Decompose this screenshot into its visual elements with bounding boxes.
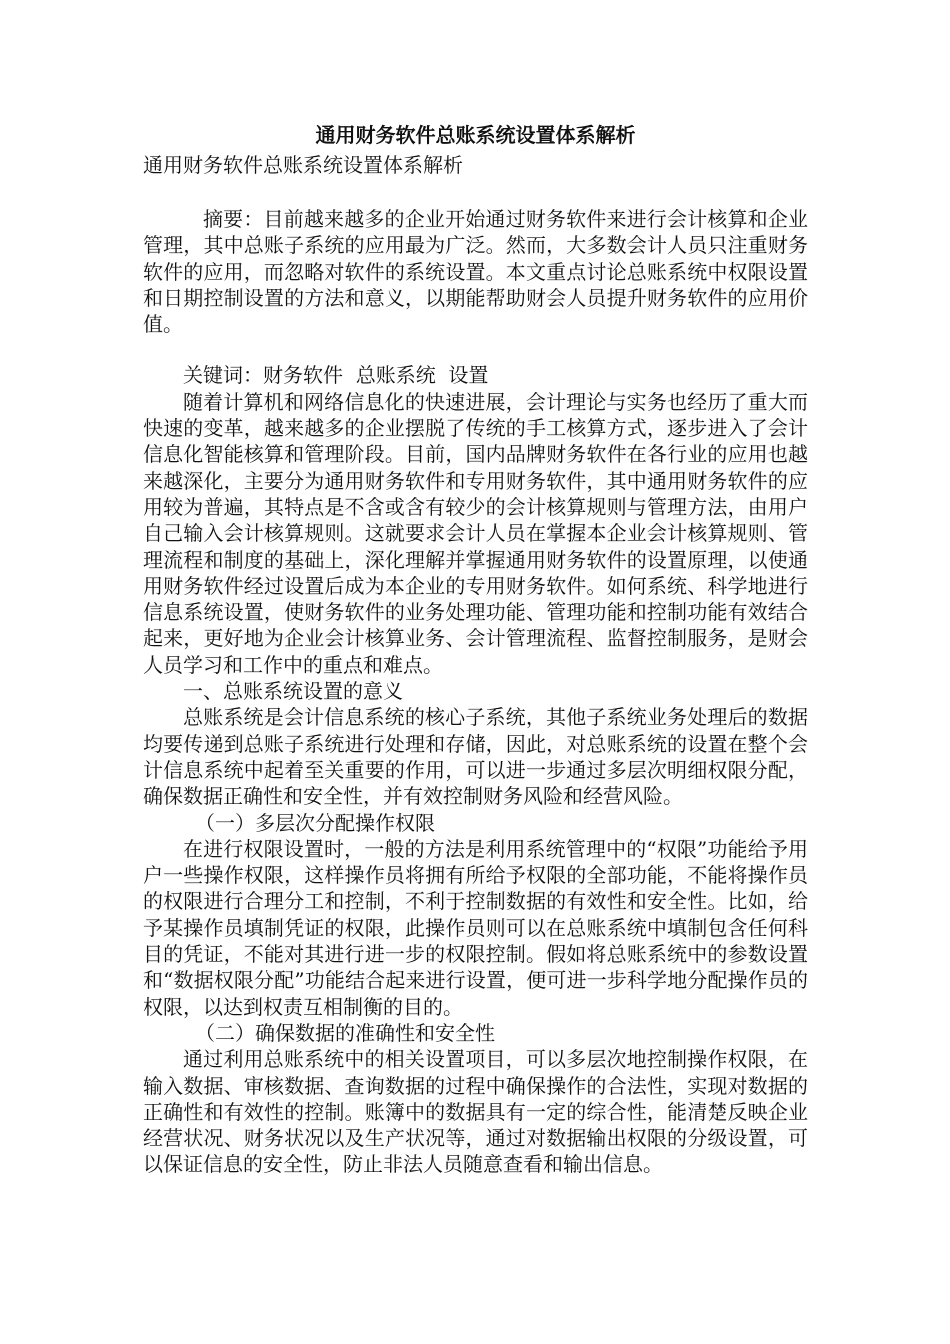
keywords-line: 关键词：财务软件 总账系统 设置: [183, 363, 489, 388]
document-title: 通用财务软件总账系统设置体系解析: [315, 123, 636, 147]
section1-paragraph: 总账系统是会计信息系统的核心子系统，其他子系统业务处理后的数据均要传递到总账子系统进行处理和存储，因此，对总账系统的设置在整个会计信息系统中起着至关重要的作用，可以进一步通过多层次明细权限分配，确保数据正确性和安全性，并有效控制财务风险和经营风险。: [143, 705, 808, 809]
section1-heading: 一、总账系统设置的意义: [183, 679, 403, 704]
subsection2-heading: （二）确保数据的准确性和安全性: [195, 1020, 495, 1045]
spacer: [143, 178, 808, 206]
subsection2-paragraph: 通过利用总账系统中的相关设置项目，可以多层次地控制操作权限，在输入数据、审核数据、查询数据的过程中确保操作的合法性，实现对数据的正确性和有效性的控制。账簿中的数据具有一定的综合性，能清楚反映企业经营状况、财务状况以及生产状况等，通过对数据输出权限的分级设置，可以保证信息的安全性，防止非法人员随意查看和输出信息。: [143, 1047, 808, 1177]
abstract-paragraph: 摘要：目前越来越多的企业开始通过财务软件来进行会计核算和企业管理，其中总账子系统的应用最为广泛。然而，大多数会计人员只注重财务软件的应用，而忽略对软件的系统设置。本文重点讨论总账系统中权限设置和日期控制设置的方法和意义，以期能帮助财会人员提升财务软件的应用价值。: [143, 207, 808, 337]
spacer: [143, 337, 808, 362]
intro-paragraph: 随着计算机和网络信息化的快速进展，会计理论与实务也经历了重大而快速的变革，越来越多的企业摆脱了传统的手工核算方式，逐步进入了会计信息化智能核算和管理阶段。目前，国内品牌财务软件在各行业的应用也越来越深化，主要分为通用财务软件和专用财务软件，其中通用财务软件的应用较为普遍，其特点是不含或含有较少的会计核算规则与管理方法，由用户自己输入会计核算规则。这就要求会计人员在掌握本企业会计核算规则、管理流程和制度的基础上，深化理解并掌握通用财务软件的设置原理，以使通用财务软件经过设置后成为本企业的专用财务软件。如何系统、科学地进行信息系统设置，使财务软件的业务处理功能、管理功能和控制功能有效结合起来，更好地为企业会计核算业务、会计管理流程、监督控制服务，是财会人员学习和工作中的重点和难点。: [143, 389, 808, 677]
subsection1-heading: （一）多层次分配操作权限: [195, 810, 435, 835]
document-subtitle: 通用财务软件总账系统设置体系解析: [143, 153, 463, 177]
document-page: [143, 118, 808, 1178]
subsection1-paragraph: 在进行权限设置时，一般的方法是利用系统管理中的“权限”功能给予用户一些操作权限，这样操作员将拥有所给予权限的全部功能，不能将操作员的权限进行合理分工和控制，不利于控制数据的有效性和安全性。比如，给予某操作员填制凭证的权限，此操作员则可以在总账系统中填制包含任何科目的凭证，不能对其进行进一步的权限控制。假如将总账系统中的参数设置和“数据权限分配”功能结合起来进行设置，便可进一步科学地分配操作员的权限，以达到权责互相制衡的目的。: [143, 836, 808, 1019]
